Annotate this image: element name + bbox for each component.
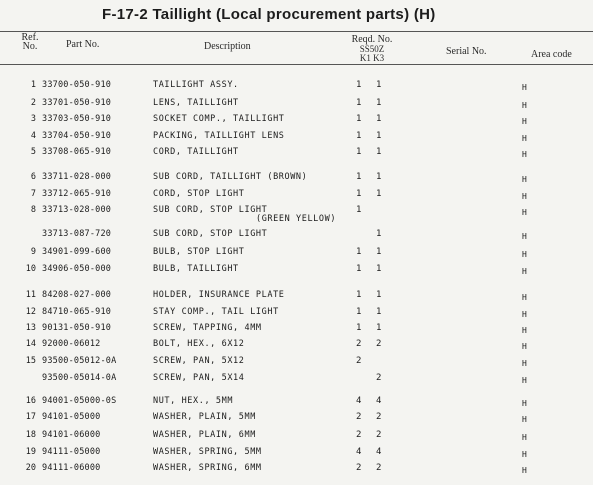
reqd-no-header: Reqd. No. <box>351 34 393 45</box>
qty-k3-cell: 1 <box>376 264 382 274</box>
description-cell: NUT, HEX., 5MM <box>153 396 234 406</box>
area-code-cell: H <box>522 117 527 126</box>
description-cell: BOLT, HEX., 6X12 <box>153 339 245 349</box>
area-code-cell: H <box>522 466 527 475</box>
qty-k3-cell: 2 <box>376 430 382 440</box>
qty-k1-cell: 1 <box>356 114 362 124</box>
area-code-cell: H <box>522 359 527 368</box>
table-row <box>0 188 593 204</box>
table-row <box>0 130 593 146</box>
ref-cell: 4 <box>30 131 36 141</box>
qty-k3-cell: 4 <box>376 396 382 406</box>
ref-cell: 20 <box>25 463 36 473</box>
qty-k3-cell: 1 <box>376 323 382 333</box>
area-code-header: Area code <box>531 49 572 60</box>
description-cell: SCREW, PAN, 5X12 <box>153 356 245 366</box>
description-cell: SCREW, TAPPING, 4MM <box>153 323 262 333</box>
part-no-cell: 84710-065-910 <box>42 307 112 317</box>
description-cell: BULB, STOP LIGHT <box>153 247 245 257</box>
table-row <box>0 429 593 445</box>
ref-cell: 13 <box>25 323 36 333</box>
part-no-cell: 33713-087-720 <box>42 229 112 239</box>
qty-k3-cell: 2 <box>376 412 382 422</box>
area-code-cell: H <box>522 415 527 424</box>
qty-k1-cell: 1 <box>356 307 362 317</box>
qty-k3-cell: 1 <box>376 98 382 108</box>
qty-k3-cell: 4 <box>376 447 382 457</box>
qty-k1-cell: 4 <box>356 447 362 457</box>
description-cell: SUB CORD, STOP LIGHT <box>153 229 268 239</box>
table-row <box>0 306 593 322</box>
description-cell: WASHER, PLAIN, 6MM <box>153 430 256 440</box>
description-cell: LENS, TAILLIGHT <box>153 98 239 108</box>
qty-k1-cell: 1 <box>356 189 362 199</box>
qty-k1-cell: 1 <box>356 290 362 300</box>
serial-no-header: Serial No. <box>446 46 487 57</box>
area-code-cell: H <box>522 150 527 159</box>
part-no-cell: 84208-027-000 <box>42 290 112 300</box>
table-row <box>0 322 593 338</box>
qty-k1-cell: 1 <box>356 323 362 333</box>
description-cell: TAILLIGHT ASSY. <box>153 80 239 90</box>
description-continuation-cell: (GREEN YELLOW) <box>256 214 337 224</box>
qty-k3-cell: 1 <box>376 80 382 90</box>
qty-k1-cell: 1 <box>356 131 362 141</box>
part-no-cell: 93500-05012-0A <box>42 356 117 366</box>
ref-cell: 18 <box>25 430 36 440</box>
qty-k1-cell: 1 <box>356 172 362 182</box>
area-code-cell: H <box>522 376 527 385</box>
part-no-cell: 33700-050-910 <box>42 80 112 90</box>
ref-cell: 19 <box>25 447 36 457</box>
area-code-cell: H <box>522 450 527 459</box>
table-row <box>0 411 593 427</box>
area-code-cell: H <box>522 232 527 241</box>
ref-cell: 9 <box>30 247 36 257</box>
table-row <box>0 355 593 371</box>
part-no-cell: 94111-05000 <box>42 447 101 457</box>
ref-cell: 17 <box>25 412 36 422</box>
description-cell: STAY COMP., TAIL LIGHT <box>153 307 279 317</box>
description-cell: SUB CORD, STOP LIGHT <box>153 205 268 215</box>
description-cell: HOLDER, INSURANCE PLATE <box>153 290 285 300</box>
table-row <box>0 204 593 224</box>
description-header: Description <box>204 41 251 52</box>
table-row <box>0 146 593 162</box>
area-code-cell: H <box>522 399 527 408</box>
ref-header-line1: Ref. <box>21 32 39 43</box>
ref-header-line2: No. <box>22 41 38 52</box>
qty-k3-cell: 1 <box>376 114 382 124</box>
description-cell: WASHER, SPRING, 5MM <box>153 447 262 457</box>
qty-k1-cell: 2 <box>356 430 362 440</box>
description-cell: PACKING, TAILLIGHT LENS <box>153 131 285 141</box>
qty-k3-cell: 1 <box>376 247 382 257</box>
area-code-cell: H <box>522 101 527 110</box>
ref-cell: 11 <box>25 290 36 300</box>
qty-k1-cell: 2 <box>356 412 362 422</box>
qty-k3-cell: 1 <box>376 131 382 141</box>
qty-k3-cell: 1 <box>376 290 382 300</box>
table-row <box>0 246 593 262</box>
table-row <box>0 446 593 462</box>
ref-cell: 5 <box>30 147 36 157</box>
description-cell: WASHER, SPRING, 6MM <box>153 463 262 473</box>
part-no-cell: 33711-028-000 <box>42 172 112 182</box>
description-cell: WASHER, PLAIN, 5MM <box>153 412 256 422</box>
part-no-cell: 94101-05000 <box>42 412 101 422</box>
area-code-cell: H <box>522 134 527 143</box>
area-code-cell: H <box>522 83 527 92</box>
ref-cell: 16 <box>25 396 36 406</box>
ref-cell: 3 <box>30 114 36 124</box>
description-cell: SUB CORD, TAILLIGHT (BROWN) <box>153 172 308 182</box>
ref-cell: 8 <box>30 205 36 215</box>
part-no-cell: 33712-065-910 <box>42 189 112 199</box>
description-cell: BULB, TAILLIGHT <box>153 264 239 274</box>
ref-cell: 7 <box>30 189 36 199</box>
area-code-cell: H <box>522 433 527 442</box>
qty-k3-cell: 2 <box>376 339 382 349</box>
qty-k1-cell: 1 <box>356 205 362 215</box>
table-row <box>0 338 593 354</box>
ref-cell: 15 <box>25 356 36 366</box>
ref-cell: 1 <box>30 80 36 90</box>
part-no-cell: 94111-06000 <box>42 463 101 473</box>
part-no-cell: 34901-099-600 <box>42 247 112 257</box>
ref-cell: 6 <box>30 172 36 182</box>
part-no-cell: 33703-050-910 <box>42 114 112 124</box>
qty-k3-cell: 1 <box>376 229 382 239</box>
description-cell: SOCKET COMP., TAILLIGHT <box>153 114 285 124</box>
qty-k3-cell: 2 <box>376 463 382 473</box>
part-no-cell: 92000-06012 <box>42 339 101 349</box>
table-row <box>0 97 593 113</box>
qty-k3-cell: 1 <box>376 147 382 157</box>
model-header: SS50Z <box>359 44 385 54</box>
part-no-cell: 94101-06000 <box>42 430 101 440</box>
part-no-header: Part No. <box>66 39 100 50</box>
description-cell: CORD, TAILLIGHT <box>153 147 239 157</box>
ref-cell: 2 <box>30 98 36 108</box>
description-cell: SCREW, PAN, 5X14 <box>153 373 245 383</box>
table-row <box>0 228 593 244</box>
part-no-cell: 34906-050-000 <box>42 264 112 274</box>
table-row <box>0 462 593 478</box>
part-no-cell: 33708-065-910 <box>42 147 112 157</box>
table-row <box>0 113 593 129</box>
table-row <box>0 372 593 388</box>
qty-k1-cell: 2 <box>356 339 362 349</box>
qty-k1-cell: 4 <box>356 396 362 406</box>
page-title: F-17-2 Taillight (Local procurement parts) (H) <box>102 6 436 23</box>
qty-k1-cell: 1 <box>356 264 362 274</box>
part-no-cell: 94001-05000-0S <box>42 396 117 406</box>
table-row <box>0 395 593 411</box>
table-row <box>0 79 593 95</box>
qty-k1-cell: 1 <box>356 80 362 90</box>
table-row <box>0 263 593 279</box>
table-row <box>0 171 593 187</box>
ref-cell: 14 <box>25 339 36 349</box>
area-code-cell: H <box>522 250 527 259</box>
qty-k1-cell: 2 <box>356 356 362 366</box>
ref-cell: 10 <box>25 264 36 274</box>
area-code-cell: H <box>522 192 527 201</box>
qty-k3-cell: 2 <box>376 373 382 383</box>
qty-k1-cell: 1 <box>356 147 362 157</box>
part-no-cell: 90131-050-910 <box>42 323 112 333</box>
area-code-cell: H <box>522 326 527 335</box>
table-row <box>0 289 593 305</box>
variant-header: K1 K3 <box>359 53 385 63</box>
area-code-cell: H <box>522 310 527 319</box>
part-no-cell: 93500-05014-0A <box>42 373 117 383</box>
part-no-cell: 33701-050-910 <box>42 98 112 108</box>
area-code-cell: H <box>522 208 527 217</box>
qty-k3-cell: 1 <box>376 307 382 317</box>
part-no-cell: 33713-028-000 <box>42 205 112 215</box>
qty-k3-cell: 1 <box>376 189 382 199</box>
qty-k3-cell: 1 <box>376 172 382 182</box>
qty-k1-cell: 2 <box>356 463 362 473</box>
area-code-cell: H <box>522 342 527 351</box>
qty-k1-cell: 1 <box>356 247 362 257</box>
ref-cell: 12 <box>25 307 36 317</box>
description-cell: CORD, STOP LIGHT <box>153 189 245 199</box>
area-code-cell: H <box>522 293 527 302</box>
qty-k1-cell: 1 <box>356 98 362 108</box>
area-code-cell: H <box>522 175 527 184</box>
area-code-cell: H <box>522 267 527 276</box>
part-no-cell: 33704-050-910 <box>42 131 112 141</box>
